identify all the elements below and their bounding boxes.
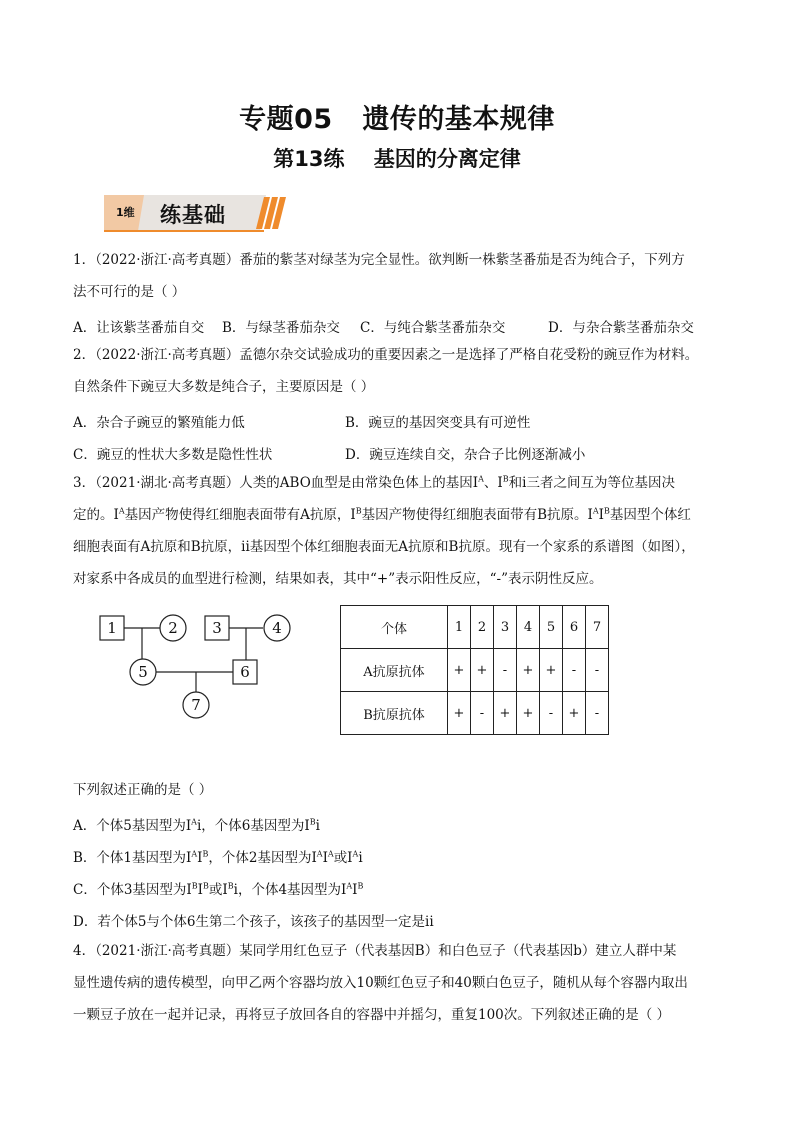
pedigree-label-4: 4 xyxy=(272,619,282,637)
table-row-label: A抗原抗体 xyxy=(341,649,448,692)
table-cell: - xyxy=(586,692,609,735)
q3-option-b: B．个体1基因型为$I^AI^B$，个体2基因型为$I^AI^A$或$I^Ai$ xyxy=(73,849,363,866)
q3-option-a: A．个体5基因型为$I^Ai$，个体6基因型为$I^Bi$ xyxy=(73,817,320,834)
table-col-header: 2 xyxy=(471,606,494,649)
table-col-header: 6 xyxy=(563,606,586,649)
table-cell: + xyxy=(448,649,471,692)
q1-line2: 法不可行的是（ ） xyxy=(73,284,186,300)
q2-line1: 2．（2022·浙江·高考真题）孟德尔杂交试验成功的重要因素之一是选择了严格自花受粉的豌豆作为材料。 xyxy=(73,347,699,363)
table-cell: + xyxy=(494,692,517,735)
pedigree-label-5: 5 xyxy=(138,663,148,681)
page-title: 专题05 遗传的基本规律 xyxy=(239,104,555,135)
table-col-header: 7 xyxy=(586,606,609,649)
table-col-header: 5 xyxy=(540,606,563,649)
table-cell: - xyxy=(563,649,586,692)
q3-line2: 定的。$I^A$基因产物使得红细胞表面带有A抗原，$I^B$基因产物使得红细胞表面带有B抗原。$I^AI^B$基因型个体红 xyxy=(73,506,691,523)
table-cell: - xyxy=(471,692,494,735)
table-col-header: 3 xyxy=(494,606,517,649)
table-cell: + xyxy=(517,649,540,692)
table-cell: + xyxy=(471,649,494,692)
page-subtitle: 第13练 基因的分离定律 xyxy=(273,147,521,171)
pedigree-diagram xyxy=(92,608,302,723)
table-cell: + xyxy=(563,692,586,735)
q4-line3: 一颗豆子放在一起并记录，再将豆子放回各自的容器中并摇匀，重复100次。下列叙述正确的是（ ） xyxy=(73,1007,671,1023)
table-cell: + xyxy=(448,692,471,735)
q1-option-a: A．让该紫茎番茄自交 xyxy=(73,320,205,336)
table-row-label: B抗原抗体 xyxy=(341,692,448,735)
section-banner xyxy=(104,193,294,233)
table-header-row xyxy=(341,606,609,649)
pedigree-label-7: 7 xyxy=(191,696,201,714)
pedigree-label-6: 6 xyxy=(240,663,250,681)
q3-line4: 对家系中各成员的血型进行检测，结果如表，其中“+”表示阳性反应，“-”表示阴性反应。 xyxy=(73,571,603,587)
q1-option-c: C．与纯合紫茎番茄杂交 xyxy=(360,320,506,336)
q3-line1: 3．（2021·湖北·高考真题）人类的ABO血型是由常染色体上的基因$I^A$、$I^B$和i三者之间互为等位基因决 xyxy=(73,474,675,491)
q2-option-c: C．豌豆的性状大多数是隐性性状 xyxy=(73,447,273,463)
q4-line1: 4．（2021·浙江·高考真题）某同学用红色豆子（代表基因B）和白色豆子（代表基因b）建立人群中某 xyxy=(73,943,677,959)
section-label: 练基础 xyxy=(160,203,226,227)
antigen-table xyxy=(340,605,609,735)
table-cell: + xyxy=(540,649,563,692)
q2-option-d: D．豌豆连续自交，杂合子比例逐渐减小 xyxy=(345,447,586,463)
q3-line3: 细胞表面有A抗原和B抗原，ii基因型个体红细胞表面无A抗原和B抗原。现有一个家系的系谱图（如图）， xyxy=(73,539,695,555)
q2-option-a: A．杂合子豌豆的繁殖能力低 xyxy=(73,415,245,431)
table-cell: - xyxy=(494,649,517,692)
table-col-header: 1 xyxy=(448,606,471,649)
table-cell: - xyxy=(586,649,609,692)
q1-option-d: D．与杂合紫茎番茄杂交 xyxy=(548,320,694,336)
pedigree-label-2: 2 xyxy=(168,619,178,637)
q1-line1: 1．（2022·浙江·高考真题）番茄的紫茎对绿茎为完全显性。欲判断一株紫茎番茄是否为纯合子，下列方 xyxy=(73,252,685,268)
table-row xyxy=(341,649,609,692)
q4-line2: 显性遗传病的遗传模型，向甲乙两个容器均放入10颗红色豆子和40颗白色豆子，随机从每个容器内取出 xyxy=(73,975,688,991)
table-row xyxy=(341,692,609,735)
q3-option-c: C．个体3基因型为$I^BI^B$或$I^Bi$，个体4基因型为$I^AI^B$ xyxy=(73,881,364,898)
section-tag: 1维 xyxy=(116,206,135,219)
table-cell: + xyxy=(517,692,540,735)
q2-option-b: B．豌豆的基因突变具有可逆性 xyxy=(345,415,531,431)
pedigree-label-1: 1 xyxy=(107,619,117,637)
q1-option-b: B．与绿茎番茄杂交 xyxy=(222,320,340,336)
pedigree-label-3: 3 xyxy=(212,619,222,637)
table-header-label: 个体 xyxy=(341,606,448,649)
table-col-header: 4 xyxy=(517,606,540,649)
q3-option-d: D．若个体5与个体6生第二个孩子，该孩子的基因型一定是ii xyxy=(73,914,434,930)
table-cell: - xyxy=(540,692,563,735)
q3-prompt: 下列叙述正确的是（ ） xyxy=(73,782,213,798)
q2-line2: 自然条件下豌豆大多数是纯合子，主要原因是（ ） xyxy=(73,379,375,395)
